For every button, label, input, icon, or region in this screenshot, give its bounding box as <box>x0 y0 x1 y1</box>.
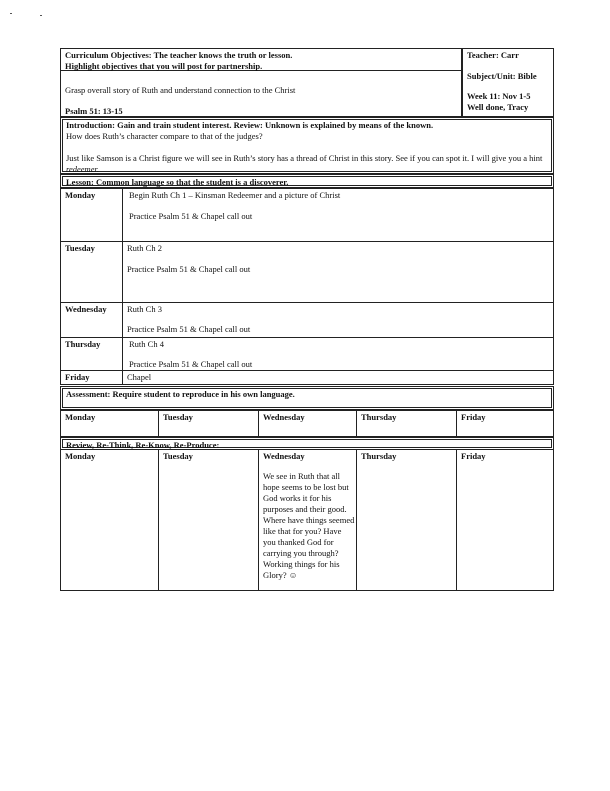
teacher-name: Teacher: Carr <box>467 50 519 60</box>
lesson-heading-box <box>60 174 554 188</box>
lesson-day-thursday: Thursday <box>60 337 123 371</box>
lesson-tuesday-line2: Practice Psalm 51 & Chapel call out <box>127 263 251 274</box>
assessment-heading-box <box>60 386 554 410</box>
review-wednesday-note: We see in Ruth that all hope seems to be lost but God works it for his purposes and their good. Where have things seemed like that for you? Have you thanked God for carrying you through? Working things for his Glory? ☺ <box>263 470 355 581</box>
review-wednesday-cell <box>258 449 357 591</box>
objectives-highlight: Highlight objectives that you will post for partnership. <box>65 60 263 71</box>
lesson-thursday-line1: Ruth Ch 4 <box>129 339 164 349</box>
assessment-thursday: Thursday <box>356 410 457 437</box>
assessment-tuesday: Tuesday <box>158 410 259 437</box>
assessment-wednesday: Wednesday <box>258 410 357 437</box>
lesson-day-wednesday: Wednesday <box>60 302 123 338</box>
lesson-plan-wednesday <box>122 302 554 338</box>
lesson-wednesday-line2: Practice Psalm 51 & Chapel call out <box>127 323 251 334</box>
lesson-monday-line2: Practice Psalm 51 & Chapel call out <box>129 210 253 221</box>
scan-speck <box>40 15 42 16</box>
lesson-plan-thursday <box>122 337 554 371</box>
review-wednesday: Wednesday <box>263 451 305 461</box>
lesson-monday-line1: Begin Ruth Ch 1 – Kinsman Redeemer and a picture of Christ <box>129 190 341 200</box>
introduction-hint: redeemer. <box>66 163 99 174</box>
introduction-question: How does Ruth’s character compare to that of the judges? <box>66 130 263 141</box>
lesson-day-monday: Monday <box>60 188 123 242</box>
lesson-wednesday-line1: Ruth Ch 3 <box>127 304 162 314</box>
lesson-plan-monday <box>122 188 554 242</box>
objectives-box <box>60 48 462 117</box>
lesson-thursday-line2: Practice Psalm 51 & Chapel call out <box>129 358 253 369</box>
week-label: Week 11: Nov 1-5 <box>467 91 531 102</box>
lesson-heading: Lesson: Common language so that the student is a discoverer. <box>66 177 289 187</box>
lesson-tuesday-line1: Ruth Ch 2 <box>127 243 162 253</box>
objectives-header <box>61 49 461 71</box>
lesson-plan-tuesday <box>122 241 554 303</box>
review-tuesday: Tuesday <box>158 449 259 591</box>
introduction-paragraph <box>66 153 548 174</box>
lesson-plan-friday <box>122 370 554 385</box>
assessment-friday: Friday <box>456 410 554 437</box>
review-thursday: Thursday <box>356 449 457 591</box>
assessment-heading: Assessment: Require student to reproduce in his own language. <box>66 389 295 399</box>
lesson-friday-line1: Chapel <box>127 372 152 382</box>
review-monday: Monday <box>60 449 159 591</box>
introduction-box <box>60 117 554 174</box>
psalm-reference: Psalm 51: 13-15 <box>65 106 123 116</box>
lesson-day-tuesday: Tuesday <box>60 241 123 303</box>
review-heading: Review, Re-Think, Re-Know, Re-Produce: <box>66 440 220 450</box>
subject-unit: Subject/Unit: Bible <box>467 70 537 81</box>
teacher-note: Well done, Tracy <box>467 101 529 112</box>
introduction-heading: Introduction: Gain and train student interest. Review: Unknown is explained by means of the known. <box>66 120 434 130</box>
objectives-title: Curriculum Objectives: The teacher knows the truth or lesson. <box>65 50 293 60</box>
objective-goal: Grasp overall story of Ruth and understand connection to the Christ <box>65 85 296 95</box>
introduction-text: Just like Samson is a Christ figure we will see in Ruth’s story has a thread of Christ in this story. See if you can spot it. I will give you a hint <box>66 153 543 164</box>
scan-speck <box>10 13 12 14</box>
assessment-monday: Monday <box>60 410 159 437</box>
teacher-box <box>462 48 554 117</box>
lesson-day-friday: Friday <box>60 370 123 385</box>
review-friday: Friday <box>456 449 554 591</box>
